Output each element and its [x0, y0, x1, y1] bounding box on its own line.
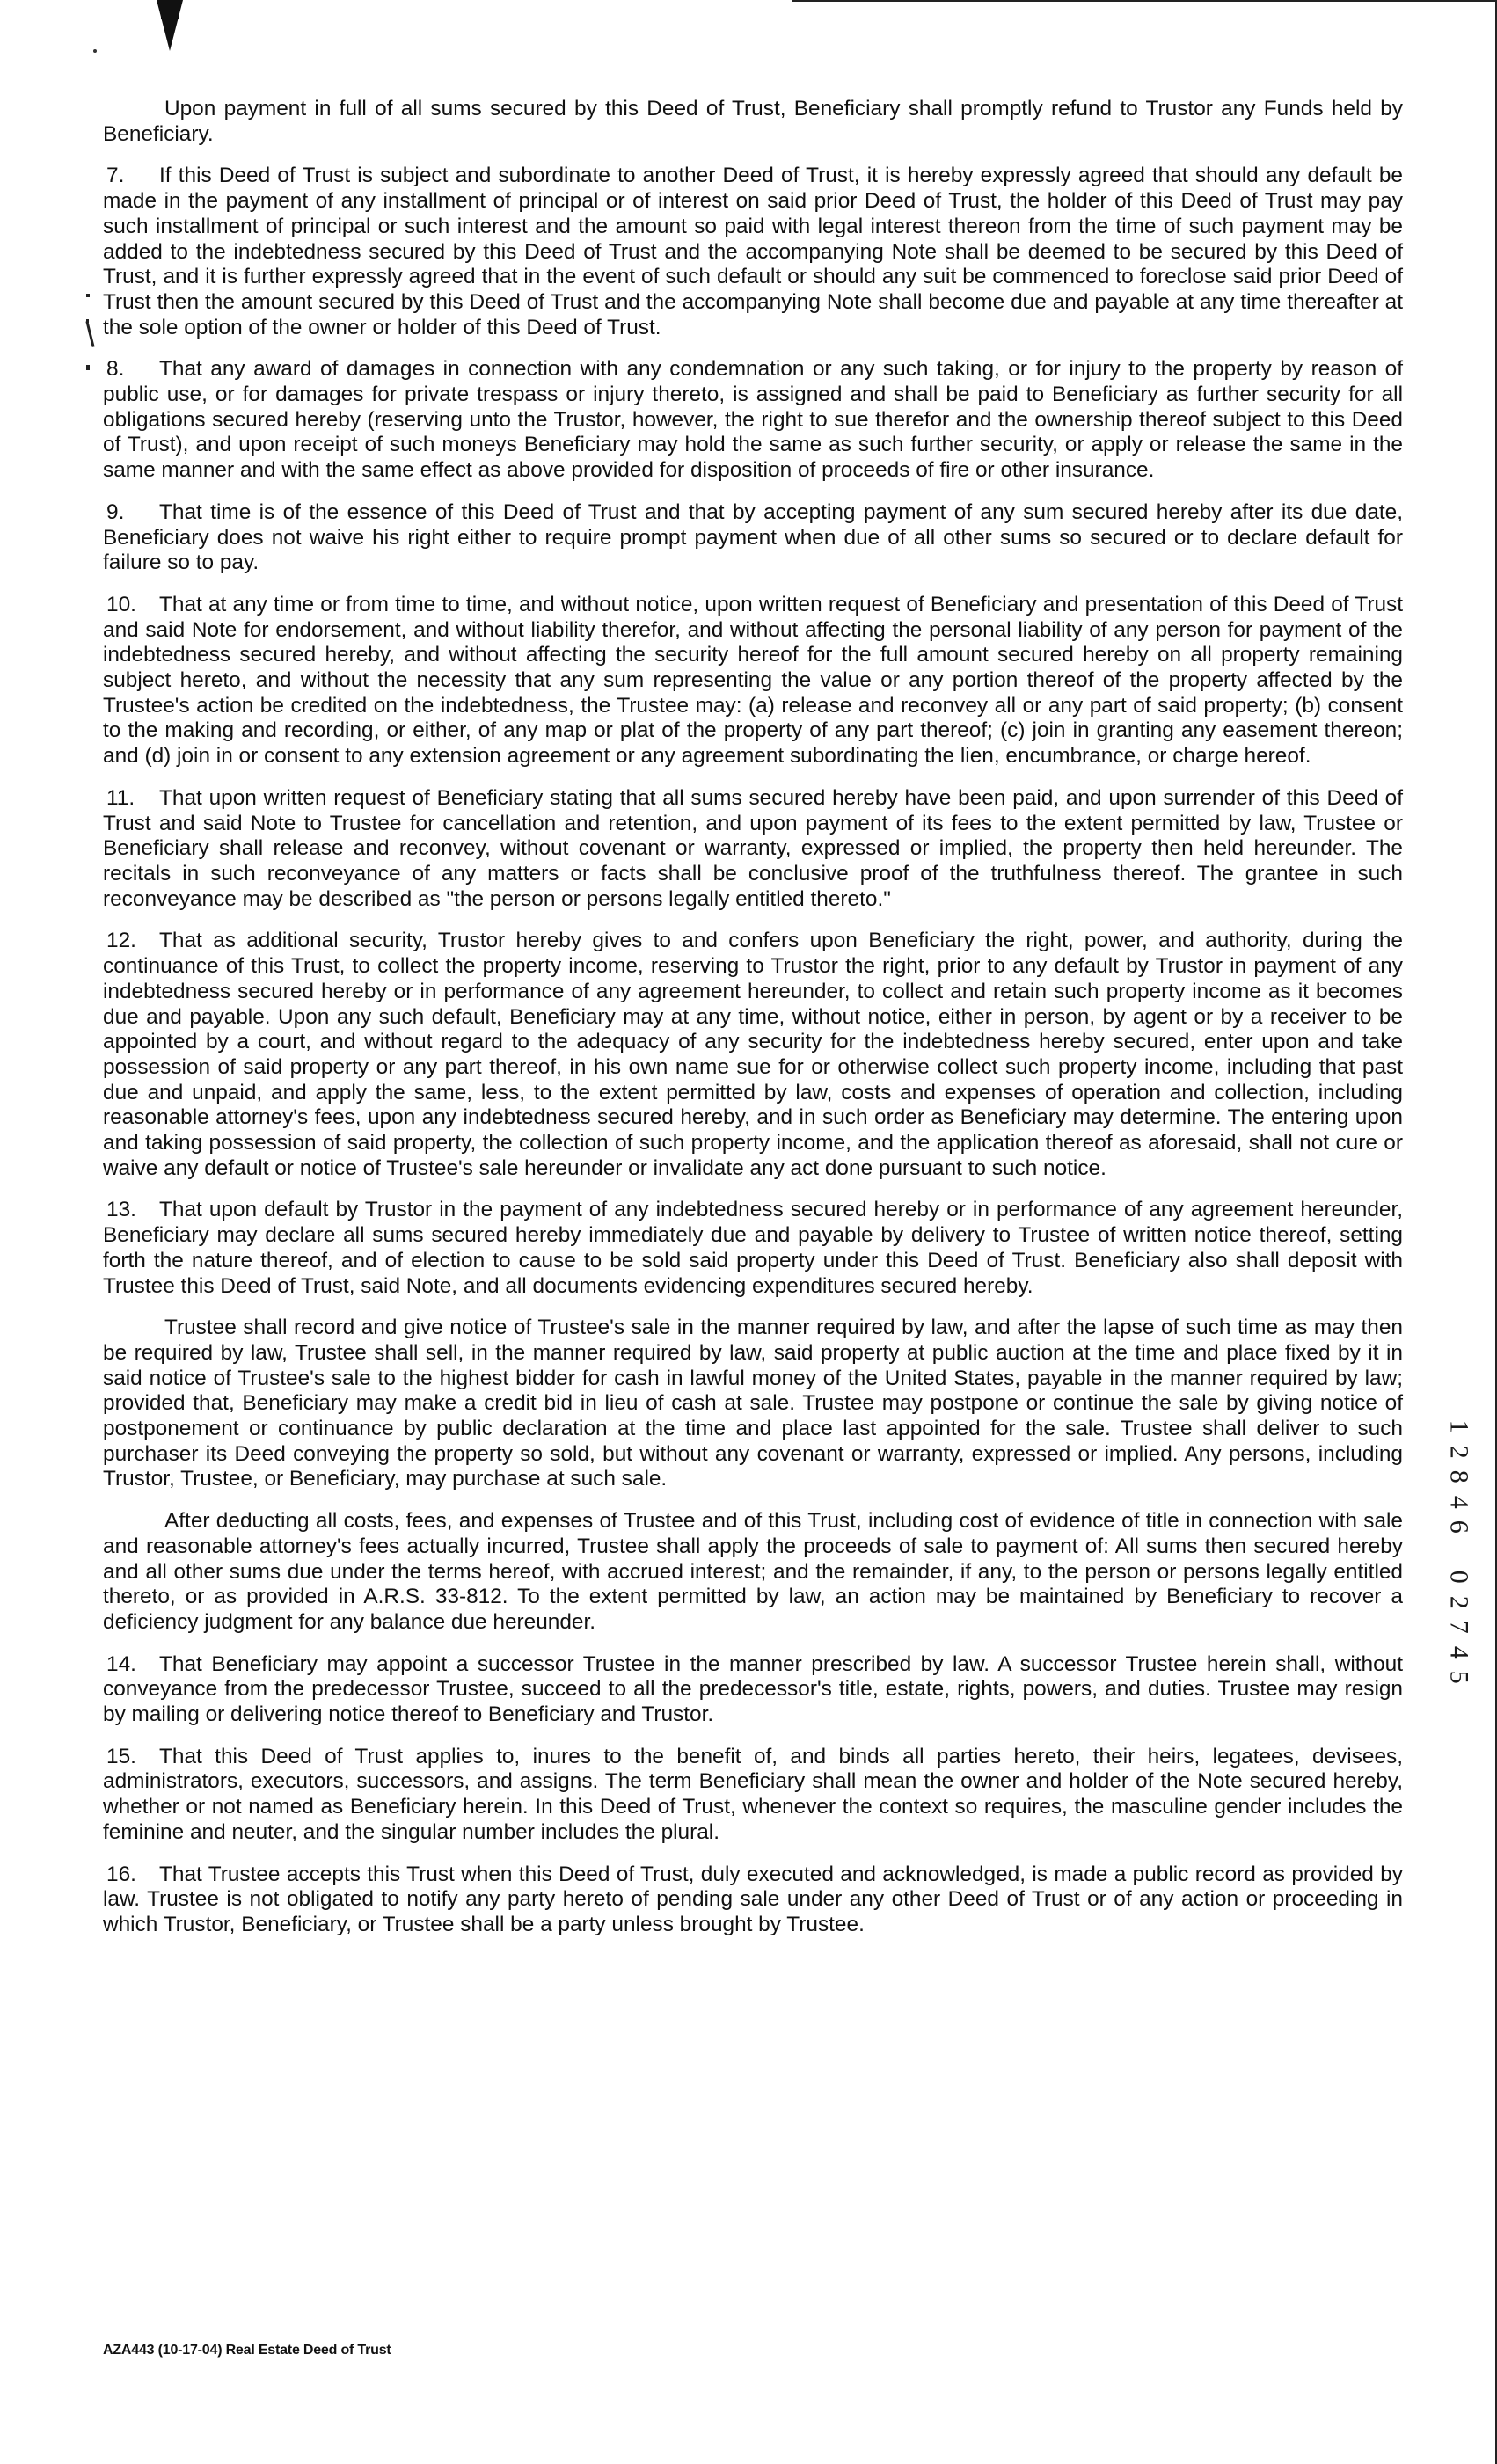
stamp-digit: 0 [1444, 1570, 1474, 1584]
paragraph-number: 14. [106, 1651, 136, 1676]
paragraph-number: 12. [106, 929, 136, 953]
paragraph-number: 9. [106, 499, 125, 524]
paragraph-proceeds [103, 1509, 1403, 1636]
stamp-digit: 4 [1444, 1645, 1474, 1659]
paragraph-number: 8. [106, 357, 125, 382]
stamp-digit: 2 [1444, 1445, 1474, 1459]
scan-mark [85, 321, 94, 347]
stamp-digit: 4 [1444, 1495, 1474, 1509]
paragraph-trustee-sale [103, 1316, 1403, 1492]
paragraph-11 [103, 786, 1403, 913]
paragraph-refund [103, 97, 1403, 147]
paragraph-9 [103, 500, 1403, 576]
paragraph-text: That any award of damages in connection with any condemnation or any such taking, or for injury to the property by reason of public use, or for damages for private trespass or injury thereto, is assigned and shall be paid to Beneficiary as further security for all obligations secured hereby (reserving unto the Trustor, however, the right to sue therefor and the ownership thereof subject to this Deed of Trust), and upon receipt of such moneys Beneficiary may hold the same as such further security, or apply or release the same in the same manner and with the same effect as above provided for disposition of proceeds of fire or other insurance. [103, 357, 1403, 483]
paragraph-text: That upon default by Trustor in the payment of any indebtedness secured hereby or in performance of any agreement hereunder, Beneficiary may declare all sums secured hereby immediately due and payable by delivery to Trustee of written notice thereof, setting forth the nature thereof, and of election to cause to be sold said property under this Deed of Trust. Beneficiary also shall deposit with Trustee this Deed of Trust, said Note, and all documents evidencing expenditures secured hereby. [103, 1198, 1403, 1298]
form-footer: AZA443 (10-17-04) Real Estate Deed of Trust [103, 2343, 391, 2358]
paragraph-text: After deducting all costs, fees, and expenses of Trustee and of this Trust, including cost of evidence of title in connection with sale and reasonable attorney's fees actually incurred, Trustee shall apply the proceeds of sale to payment of: All sums then secured hereby and all other sums due under the terms hereof, with accrued interest; and the remainder, if any, to the person or persons legally entitled thereto, or as provided in A.R.S. 33-812. To the extent permitted by law, an action may be maintained by Beneficiary to recover a deficiency judgment for any balance due hereunder. [103, 1509, 1403, 1634]
paragraph-text: If this Deed of Trust is subject and subordinate to another Deed of Trust, it is hereby expressly agreed that should any default be made in the payment of any installment of principal or of interest on said prior Deed of Trust, the holder of this Deed of Trust may pay such installment of principal or such interest and the amount so paid with legal interest thereon from the time of such payment may be added to the indebtedness secured by this Deed of Trust and the accompanying Note shall be deemed to be secured by this Deed of Trust, and it is further expressly agreed that in the event of such default or should any suit be commenced to foreclose said prior Deed of Trust then the amount secured by this Deed of Trust and the accompanying Note shall become due and payable at any time thereafter at the sole option of the owner or holder of this Deed of Trust. [103, 164, 1403, 339]
deed-of-trust-body [103, 97, 1403, 1955]
stamp-digit: 5 [1444, 1670, 1474, 1684]
paragraph-text: Upon payment in full of all sums secured by this Deed of Trust, Beneficiary shall promptly refund to Trustor any Funds held by Beneficiary. [103, 97, 1403, 146]
scan-speck [86, 294, 90, 297]
paragraph-number: 13. [106, 1198, 136, 1222]
stamp-digit: 1 [1444, 1419, 1474, 1433]
paragraph-text: That upon written request of Beneficiary stating that all sums secured hereby have been paid, and upon surrender of this Deed of Trust and said Note to Trustee for cancellation and retention, and upon payment of its fees to the extent permitted by law, Trustee or Beneficiary shall release and reconvey, without covenant or warranty, expressed or implied, the property then held hereunder. The recitals in such reconveyance of any matters or facts shall be conclusive proof of the truthfulness thereof. The grantee in such reconveyance may be described as "the person or persons legally entitled thereto." [103, 785, 1403, 911]
paragraph-10 [103, 593, 1403, 769]
paragraph-number: 11. [106, 785, 135, 810]
paragraph-12 [103, 929, 1403, 1181]
stamp-digit: 8 [1444, 1469, 1474, 1484]
alignment-marker-arrow [157, 0, 183, 51]
paragraph-7 [103, 164, 1403, 340]
scan-top-edge [792, 0, 1497, 2]
paragraph-text: Trustee shall record and give notice of Trustee's sale in the manner required by law, and after the lapse of such time as may then be required by law, Trustee shall sell, in the manner required by law, said property at public auction at the time and place fixed by it in said notice of Trustee's sale to the highest bidder for cash in lawful money of the United States, payable in the manner required by law; provided that, Beneficiary may make a credit bid in lieu of cash at sale. Trustee may postpone or continue the sale by giving notice of postponement or continuance by public declaration at the time and place last appointed for the sale. Trustee shall deliver to such purchaser its Deed conveying the property so sold, but without any covenant or warranty, expressed or implied. Any persons, including Trustor, Trustee, or Beneficiary, may purchase at such sale. [103, 1316, 1403, 1491]
paragraph-text: That time is of the essence of this Deed of Trust and that by accepting payment of any sum secured hereby after its due date, Beneficiary does not waive his right either to require prompt payment when due of all other sums so secured or to declare default for failure so to pay. [103, 499, 1403, 575]
paragraph-number: 16. [106, 1862, 136, 1886]
paragraph-text: That Trustee accepts this Trust when this Deed of Trust, duly executed and acknowledged, is made a public record as provided by law. Trustee is not obligated to notify any party hereto of pending sale under any other Deed of Trust or of any action or proceeding in which Trustor, Beneficiary, or Trustee shall be a party unless brought by Trustee. [103, 1862, 1403, 1936]
paragraph-8 [103, 357, 1403, 484]
scan-speck [86, 365, 90, 370]
paragraph-text: That as additional security, Trustor hereby gives to and confers upon Beneficiary the right, power, and authority, during the continuance of this Trust, to collect the property income, reserving to Trustor the right, prior to any default by Trustor in payment of any indebtedness secured hereby or in performance of any agreement hereunder, to collect and retain such property income as it becomes due and payable. Upon any such default, Beneficiary may at any time, without notice, either in person, by agent or by a receiver to be appointed by a court, and without regard to the adequacy of any security for the indebtedness hereby secured, enter upon and take possession of said property or any part thereof, in his own name sue for or otherwise collect such property income, including that past due and unpaid, and apply the same, less, to the extent permitted by law, costs and expenses of operation and collection, including reasonable attorney's fees, upon any indebtedness secured hereby, and in such order as Beneficiary may determine. The entering upon and taking possession of said property, the collection of such property income, and the application thereof as aforesaid, shall not cure or waive any default or notice of Trustee's sale hereunder or invalidate any act done pursuant to such notice. [103, 929, 1403, 1180]
recording-number-stamp [1442, 1414, 1474, 1690]
paragraph-number: 7. [106, 164, 125, 188]
paragraph-text: That this Deed of Trust applies to, inures to the benefit of, and binds all parties hereto, their heirs, legatees, devisees, administrators, executors, successors, and assigns. The term Beneficiary shall mean the owner and holder of the Note secured hereby, whether or not named as Beneficiary herein. In this Deed of Trust, whenever the context so requires, the masculine gender includes the feminine and neuter, and the singular number includes the plural. [103, 1744, 1403, 1844]
stamp-digit: 6 [1444, 1520, 1474, 1534]
paragraph-14 [103, 1652, 1403, 1728]
paragraph-number: 10. [106, 592, 136, 616]
paragraph-16 [103, 1863, 1403, 1938]
scan-speck [93, 49, 97, 53]
stamp-digit: 7 [1444, 1620, 1474, 1634]
stamp-digit: 2 [1444, 1595, 1474, 1609]
paragraph-15 [103, 1745, 1403, 1846]
paragraph-number: 15. [106, 1744, 136, 1768]
paragraph-text: That at any time or from time to time, and without notice, upon written request of Beneficiary and presentation of this Deed of Trust and said Note for endorsement, and without liability therefor, and without affecting the personal liability of any person for payment of the indebtedness secured hereby, and without affecting the security hereof for the full amount secured hereby on all property remaining subject hereto, and without the necessity that any sum representing the value or any portion thereof of the property affected by the Trustee's action be credited on the indebtedness, the Trustee may: (a) release and reconvey all or any part of said property; (b) consent to the making and recording, or either, of any map or plat of the property of any part thereof; (c) join in granting any easement thereon; and (d) join in or consent to any extension agreement or any agreement subordinating the lien, encumbrance, or charge hereof. [103, 592, 1403, 769]
paragraph-text: That Beneficiary may appoint a successor Trustee in the manner prescribed by law. A successor Trustee herein shall, without conveyance from the predecessor Trustee, succeed to all the predecessor's title, estate, rights, powers, and duties. Trustee may resign by mailing or delivering notice thereof to Beneficiary and Trustor. [103, 1651, 1403, 1727]
paragraph-13 [103, 1198, 1403, 1299]
